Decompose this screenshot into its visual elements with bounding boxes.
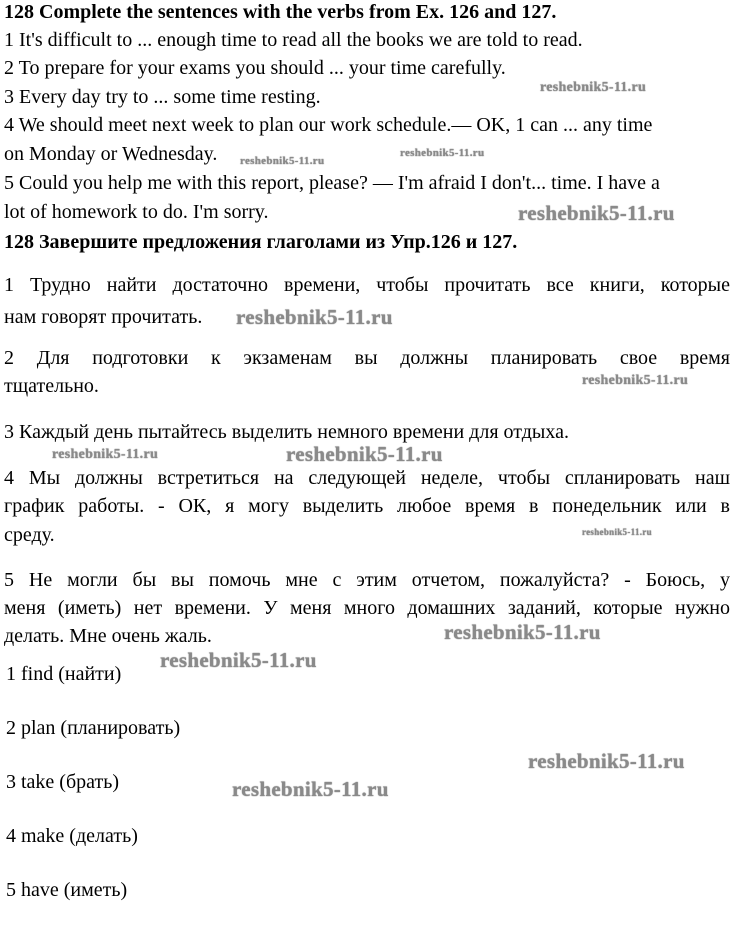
- english-line: 1 It's difficult to ... enough time to read all the books we are told to read.: [4, 29, 583, 51]
- watermark: reshebnik5-11.ru: [582, 527, 652, 537]
- english-line: lot of homework to do. I'm sorry.: [4, 201, 269, 223]
- watermark: reshebnik5-11.ru: [52, 447, 159, 462]
- answer-line: 1 find (найти): [6, 663, 122, 685]
- watermark: reshebnik5-11.ru: [518, 201, 675, 225]
- answer-line: 2 plan (планировать): [6, 717, 181, 739]
- russian-line: меня (иметь) нет времени. У меня много домашних заданий, которые нужно: [4, 597, 730, 619]
- watermark: reshebnik5-11.ru: [160, 648, 317, 672]
- watermark: reshebnik5-11.ru: [236, 305, 393, 329]
- answer-line: 3 take (брать): [6, 771, 120, 793]
- russian-line: 1 Трудно найти достаточно времени, чтобы прочитать все книги, которые: [4, 274, 730, 296]
- english-line: 3 Every day try to ... some time resting.: [4, 86, 321, 108]
- russian-line: 5 Не могли бы вы помочь мне с этим отчетом, пожалуйста? - Боюсь, у: [4, 569, 730, 591]
- english-line: on Monday or Wednesday.: [4, 143, 218, 165]
- english-title: 128 Complete the sentences with the verbs from Ex. 126 and 127.: [4, 1, 557, 23]
- russian-line: среду.: [4, 524, 55, 546]
- watermark: reshebnik5-11.ru: [528, 749, 685, 773]
- russian-line: нам говорят прочитать.: [4, 306, 203, 328]
- english-line: 2 To prepare for your exams you should ... your time carefully.: [4, 57, 506, 79]
- watermark: reshebnik5-11.ru: [286, 442, 443, 466]
- english-line: 4 We should meet next week to plan our work schedule.— OK, 1 can ... any time: [4, 114, 653, 136]
- russian-line: 4 Мы должны встретиться на следующей неделе, чтобы спланировать наш: [4, 467, 730, 489]
- russian-line: 3 Каждый день пытайтесь выделить немного времени для отдыха.: [4, 421, 569, 443]
- russian-line: график работы. - ОК, я могу выделить любое время в понедельник или в: [4, 495, 730, 517]
- watermark: reshebnik5-11.ru: [582, 373, 689, 388]
- watermark: reshebnik5-11.ru: [240, 155, 325, 167]
- russian-line: 2 Для подготовки к экзаменам вы должны планировать свое время: [4, 347, 730, 369]
- answer-line: 4 make (делать): [6, 825, 138, 847]
- russian-title: 128 Завершите предложения глаголами из Упр.126 и 127.: [4, 231, 518, 253]
- watermark: reshebnik5-11.ru: [232, 777, 389, 801]
- watermark: reshebnik5-11.ru: [540, 80, 647, 95]
- english-line: 5 Could you help me with this report, please? — I'm afraid I don't... time. I have a: [4, 172, 660, 194]
- russian-line: делать. Мне очень жаль.: [4, 625, 212, 647]
- answer-line: 5 have (иметь): [6, 879, 128, 901]
- russian-line: тщательно.: [4, 375, 99, 397]
- watermark: reshebnik5-11.ru: [444, 620, 601, 644]
- watermark: reshebnik5-11.ru: [400, 147, 485, 159]
